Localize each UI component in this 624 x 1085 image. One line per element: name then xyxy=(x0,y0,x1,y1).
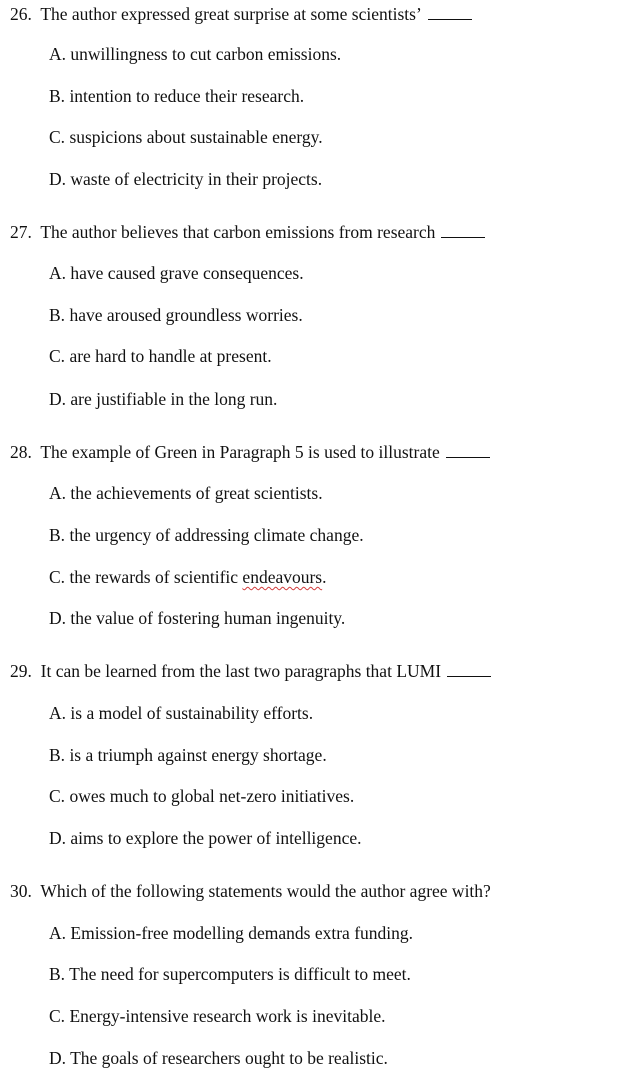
option-text: owes much to global net-zero initiatives. xyxy=(69,786,355,806)
question-number: 27. xyxy=(10,222,32,242)
option-text: waste of electricity in their projects. xyxy=(70,169,323,189)
q26-option-a[interactable] xyxy=(49,43,341,65)
option-letter: A. xyxy=(49,44,67,64)
question-30-stem xyxy=(10,880,491,902)
option-text: the rewards of scientific xyxy=(69,567,243,587)
q30-option-c[interactable] xyxy=(49,1005,385,1027)
option-letter: D. xyxy=(49,828,67,848)
option-letter: C. xyxy=(49,127,66,147)
option-letter: A. xyxy=(49,483,67,503)
option-text: have aroused groundless worries. xyxy=(69,305,303,325)
option-letter: A. xyxy=(49,923,67,943)
option-text: unwillingness to cut carbon emissions. xyxy=(70,44,342,64)
q28-option-a[interactable] xyxy=(49,482,323,504)
option-text: Emission-free modelling demands extra funding. xyxy=(70,923,414,943)
question-text: It can be learned from the last two paragraphs that LUMI xyxy=(40,661,442,681)
q26-option-d[interactable] xyxy=(49,168,322,190)
q26-option-c[interactable] xyxy=(49,126,323,148)
option-letter: B. xyxy=(49,305,66,325)
option-letter: B. xyxy=(49,525,66,545)
answer-blank xyxy=(428,5,472,20)
q26-option-b[interactable] xyxy=(49,85,304,107)
q30-option-a[interactable] xyxy=(49,922,413,944)
q30-option-b[interactable] xyxy=(49,963,411,985)
option-letter: B. xyxy=(49,745,66,765)
option-text: is a model of sustainability efforts. xyxy=(70,703,314,723)
q27-option-b[interactable] xyxy=(49,304,303,326)
q30-option-d[interactable] xyxy=(49,1047,388,1069)
question-number: 28. xyxy=(10,442,32,462)
option-text: The need for supercomputers is difficult to meet. xyxy=(69,964,411,984)
q29-option-a[interactable] xyxy=(49,702,313,724)
answer-blank xyxy=(446,443,490,458)
question-text: The author believes that carbon emissions from research xyxy=(40,222,436,242)
question-29-stem xyxy=(10,660,491,682)
option-text: are hard to handle at present. xyxy=(69,346,272,366)
answer-blank xyxy=(441,223,485,238)
option-letter: D. xyxy=(49,1048,67,1068)
q29-option-d[interactable] xyxy=(49,827,361,849)
option-letter: D. xyxy=(49,169,67,189)
question-26-stem xyxy=(10,3,472,25)
option-text: the urgency of addressing climate change. xyxy=(69,525,364,545)
option-letter: C. xyxy=(49,786,66,806)
q29-option-c[interactable] xyxy=(49,785,354,807)
question-28-stem xyxy=(10,441,490,463)
option-text: suspicions about sustainable energy. xyxy=(69,127,323,147)
option-letter: B. xyxy=(49,964,66,984)
option-text: The goals of researchers ought to be realistic. xyxy=(70,1048,388,1068)
q27-option-d[interactable] xyxy=(49,388,277,410)
option-text: Energy-intensive research work is inevitable. xyxy=(69,1006,386,1026)
spellcheck-marked-word: endeavours xyxy=(242,567,323,587)
q27-option-c[interactable] xyxy=(49,345,272,367)
question-27-stem xyxy=(10,221,485,243)
option-letter: C. xyxy=(49,1006,66,1026)
question-text: The example of Green in Paragraph 5 is used to illustrate xyxy=(40,442,440,462)
option-text: aims to explore the power of intelligence. xyxy=(70,828,362,848)
question-number: 30. xyxy=(10,881,32,901)
option-text: is a triumph against energy shortage. xyxy=(69,745,327,765)
q29-option-b[interactable] xyxy=(49,744,327,766)
option-letter: A. xyxy=(49,703,67,723)
option-text: the value of fostering human ingenuity. xyxy=(70,608,346,628)
question-text: Which of the following statements would the author agree with? xyxy=(40,881,491,901)
option-letter: C. xyxy=(49,346,66,366)
option-letter: B. xyxy=(49,86,66,106)
question-number: 26. xyxy=(10,4,32,24)
option-text: are justifiable in the long run. xyxy=(70,389,278,409)
question-text: The author expressed great surprise at some scientists’ xyxy=(40,4,422,24)
option-text: intention to reduce their research. xyxy=(69,86,305,106)
answer-blank xyxy=(447,662,491,677)
q28-option-b[interactable] xyxy=(49,524,364,546)
option-text: have caused grave consequences. xyxy=(70,263,304,283)
option-letter: A. xyxy=(49,263,67,283)
option-letter: C. xyxy=(49,567,66,587)
q28-option-c[interactable] xyxy=(49,566,327,588)
option-letter: D. xyxy=(49,389,67,409)
q27-option-a[interactable] xyxy=(49,262,304,284)
q28-option-d[interactable] xyxy=(49,607,345,629)
option-text: the achievements of great scientists. xyxy=(70,483,323,503)
option-text-end: . xyxy=(322,567,327,587)
question-number: 29. xyxy=(10,661,32,681)
option-letter: D. xyxy=(49,608,67,628)
